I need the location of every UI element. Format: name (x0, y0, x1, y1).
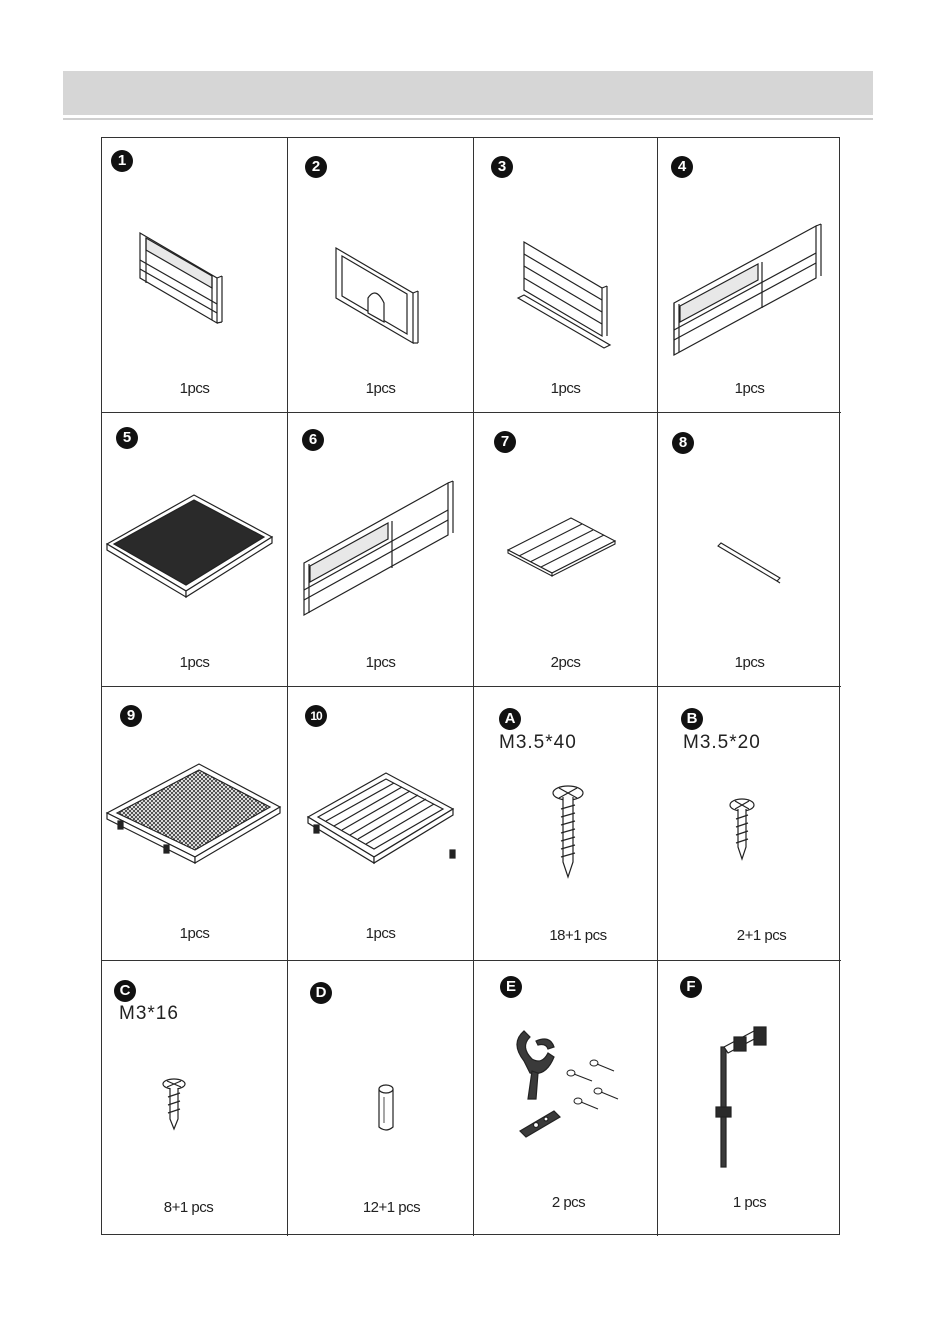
part-badge: 2 (305, 156, 327, 178)
part-cell-1 (102, 138, 288, 413)
part-cell-F (658, 961, 841, 1236)
parts-grid (101, 137, 840, 1235)
part-badge: A (499, 708, 521, 730)
part-quantity: 18+1 pcs (549, 927, 607, 944)
part-badge: B (681, 708, 703, 730)
part-badge: 5 (116, 427, 138, 449)
part-quantity: 1pcs (179, 380, 210, 397)
part-quantity: 1pcs (734, 654, 765, 671)
header-bar (63, 71, 873, 115)
part-cell-9 (102, 687, 288, 961)
part-quantity: 1pcs (734, 380, 765, 397)
part-badge: 9 (120, 705, 142, 727)
small-screw-illustration (102, 961, 288, 1236)
part-cell-D (288, 961, 474, 1236)
side-panel-illustration (102, 138, 288, 413)
slatted-floor-illustration (288, 687, 474, 961)
roof-board-illustration (474, 413, 658, 687)
part-badge: 7 (494, 431, 516, 453)
part-cell-10 (288, 687, 474, 961)
part-quantity: 8+1 pcs (163, 1199, 214, 1216)
part-quantity: 2pcs (550, 654, 581, 671)
part-quantity: 2+1 pcs (736, 927, 787, 944)
part-cell-A (474, 687, 658, 961)
part-badge: E (500, 976, 522, 998)
part-cell-B (658, 687, 841, 961)
part-badge: F (680, 976, 702, 998)
part-quantity: 1pcs (179, 654, 210, 671)
part-cell-3 (474, 138, 658, 413)
long-screw-illustration (474, 687, 658, 961)
part-quantity: 2 pcs (551, 1194, 586, 1211)
part-cell-E (474, 961, 658, 1236)
part-quantity: 1pcs (365, 925, 396, 942)
wooden-dowel-illustration (288, 961, 474, 1236)
part-quantity: 12+1 pcs (362, 1199, 421, 1216)
part-badge: 3 (491, 156, 513, 178)
part-cell-2 (288, 138, 474, 413)
screw-size-label: M3*16 (119, 1003, 179, 1024)
part-quantity: 1pcs (179, 925, 210, 942)
part-badge: D (310, 982, 332, 1004)
part-badge: 1 (111, 150, 133, 172)
header-rule (63, 118, 873, 120)
part-cell-4 (658, 138, 841, 413)
part-cell-7 (474, 413, 658, 687)
back-panel-illustration (474, 138, 658, 413)
part-quantity: 1pcs (365, 380, 396, 397)
part-badge: 6 (302, 429, 324, 451)
screw-size-label: M3.5*40 (499, 732, 577, 753)
part-cell-6 (288, 413, 474, 687)
part-badge: 8 (672, 432, 694, 454)
part-quantity: 1pcs (550, 380, 581, 397)
short-screw-illustration (658, 687, 841, 961)
mesh-floor-illustration (102, 687, 288, 961)
long-wall-panel-illustration (658, 138, 841, 413)
part-badge: 4 (671, 156, 693, 178)
part-quantity: 1 pcs (732, 1194, 767, 1211)
floor-tray-illustration (102, 413, 288, 687)
door-panel-illustration (288, 138, 474, 413)
part-badge: C (114, 980, 136, 1002)
screw-size-label: M3.5*20 (683, 732, 761, 753)
wooden-bar-illustration (658, 413, 841, 687)
part-cell-C (102, 961, 288, 1236)
part-quantity: 1pcs (365, 654, 396, 671)
part-cell-5 (102, 413, 288, 687)
long-wall-panel-illustration (288, 413, 474, 687)
part-cell-8 (658, 413, 841, 687)
part-badge: 10 (305, 705, 327, 727)
